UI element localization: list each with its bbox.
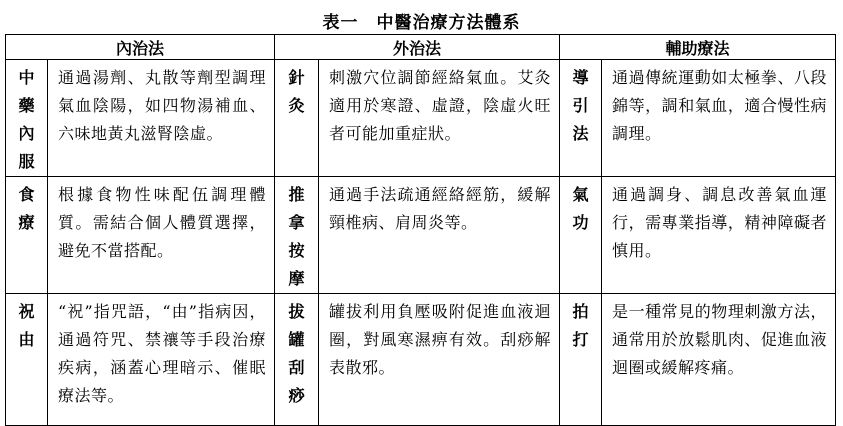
method-label: 推拿按摩: [275, 177, 319, 294]
method-description: 刺激穴位調節經絡氣血。艾灸適用於寒證、虛證，陰虛火旺者可能加重症狀。: [319, 60, 560, 177]
method-description: 通過手法疏通經絡經筋，緩解頸椎病、肩周炎等。: [319, 177, 560, 294]
method-description: 根據食物性味配伍調理體質。需結合個人體質選擇，避免不當搭配。: [48, 177, 275, 294]
table-row: [6, 294, 836, 426]
method-description: “祝”指咒語，“由”指病因，通過符咒、禁禳等手段治療疾病，涵蓋心理暗示、催眠療法等。: [48, 294, 275, 426]
table-row: [6, 177, 836, 294]
method-label: 氣功: [560, 177, 602, 294]
method-description: 通過調身、調息改善氣血運行，需專業指導，精神障礙者慎用。: [602, 177, 836, 294]
method-label: 針灸: [275, 60, 319, 177]
method-description: 是一種常見的物理刺激方法，通常用於放鬆肌肉、促進血液迴圈或緩解疼痛。: [602, 294, 836, 426]
method-label: 拔罐刮痧: [275, 294, 319, 426]
method-label: 食療: [6, 177, 48, 294]
method-label: 導引法: [560, 60, 602, 177]
header-auxiliary: 輔助療法: [560, 35, 836, 60]
treatment-table: [5, 34, 836, 426]
method-label: 拍打: [560, 294, 602, 426]
table-caption: 表一 中醫治療方法體系: [322, 13, 521, 33]
header-external: 外治法: [275, 35, 560, 60]
method-description: 通過湯劑、丸散等劑型調理氣血陰陽，如四物湯補血、六味地黃丸滋腎陰虛。: [48, 60, 275, 177]
header-row: [6, 35, 836, 60]
method-label: 祝由: [6, 294, 48, 426]
method-label: 中藥內服: [6, 60, 48, 177]
table-row: [6, 60, 836, 177]
method-description: 通過傳統運動如太極拳、八段錦等，調和氣血，適合慢性病調理。: [602, 60, 836, 177]
method-description: 罐拔利用負壓吸附促進血液迴圈，對風寒濕痹有效。刮痧解表散邪。: [319, 294, 560, 426]
header-internal: 內治法: [6, 35, 275, 60]
